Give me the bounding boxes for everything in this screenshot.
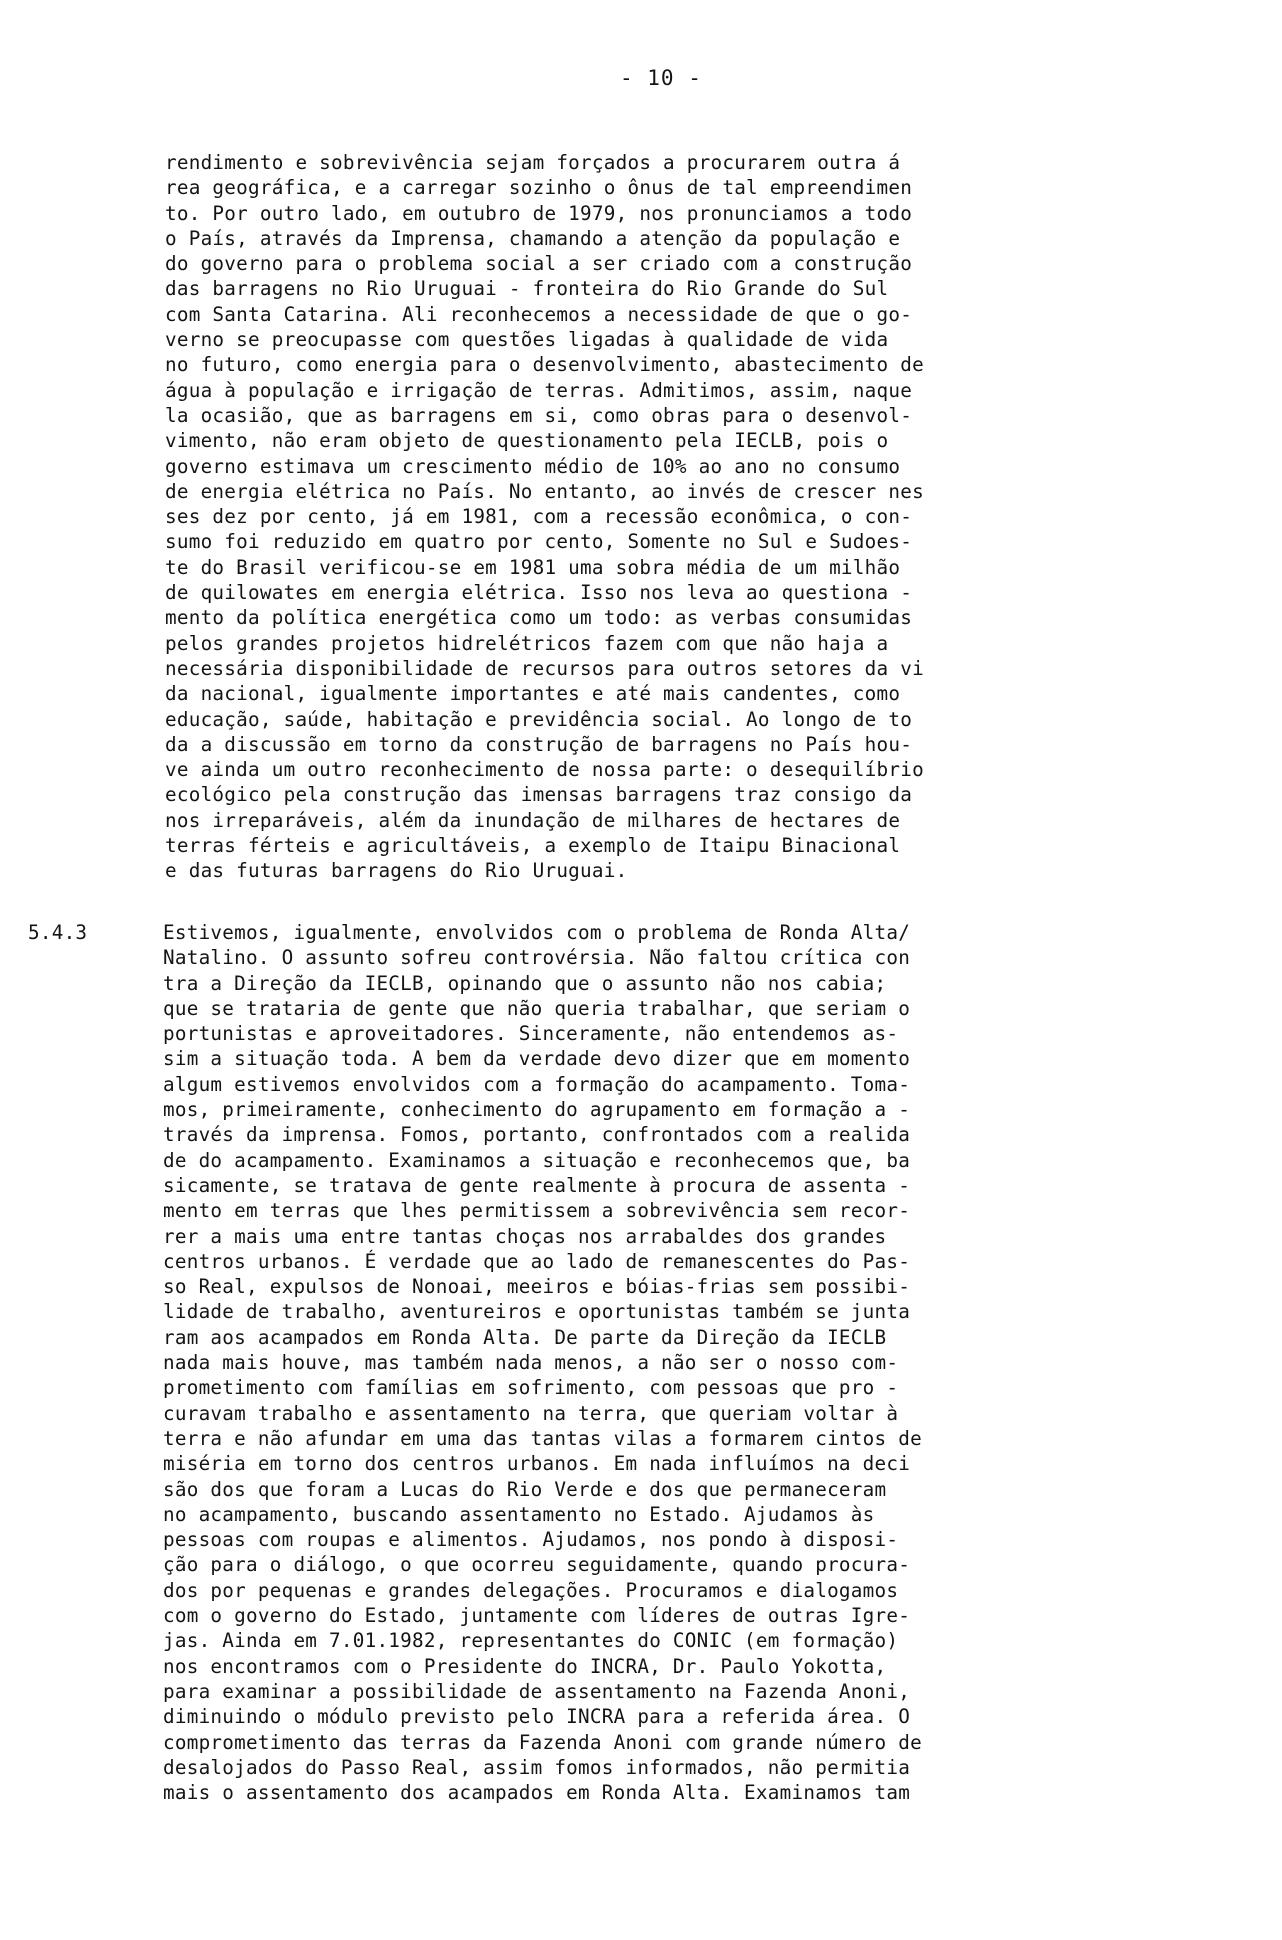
text-line: centros urbanos. É verdade que ao lado de remanescentes do Pas-	[163, 1249, 911, 1273]
text-line: de energia elétrica no País. No entanto, ao invés de crescer nes	[165, 479, 924, 503]
text-line: água à população e irrigação de terras. Admitimos, assim, naque	[165, 378, 913, 402]
text-line: de quilowates em energia elétrica. Isso nos leva ao questiona -	[165, 581, 913, 605]
text-line: jas. Ainda em 7.01.1982, representantes do CONIC (em formação)	[163, 1629, 899, 1653]
text-line: com Santa Catarina. Ali reconhecemos a necessidade de que o go-	[165, 302, 913, 326]
text-line: pelos grandes projetos hidrelétricos fazem com que não haja a	[165, 631, 889, 655]
text-line: vimento, não eram objeto de questionamento pela IECLB, pois o	[165, 429, 889, 453]
section-number: 5.4.3	[28, 921, 88, 944]
page-number: - 10 -	[620, 66, 702, 90]
text-line: ção para o diálogo, o que ocorreu seguidamente, quando procura-	[163, 1553, 911, 1577]
text-line: ses dez por cento, já em 1981, com a recessão econômica, o con-	[165, 505, 913, 529]
text-line: lidade de trabalho, aventureiros e oportunistas também se junta	[163, 1300, 911, 1324]
text-line: necessária disponibilidade de recursos para outros setores da vi	[165, 656, 924, 680]
text-line: nos encontramos com o Presidente do INCRA, Dr. Paulo Yokotta,	[163, 1654, 887, 1678]
text-line: terra e não afundar em uma das tantas vilas a formarem cintos de	[163, 1426, 922, 1450]
text-line: rendimento e sobrevivência sejam forçados a procurarem outra á	[165, 151, 901, 174]
text-line: educação, saúde, habitação e previdência social. Ao longo de to	[165, 707, 913, 731]
text-line: comprometimento das terras da Fazenda Anoni com grande número de	[163, 1730, 922, 1754]
paragraph-ronda-alta	[163, 920, 922, 1805]
text-line: Natalino. O assunto sofreu controvérsia. Não faltou crítica con	[163, 946, 911, 970]
text-line: mos, primeiramente, conhecimento do agrupamento em formação a -	[163, 1098, 911, 1122]
text-line: verno se preocupasse com questões ligadas à qualidade de vida	[165, 328, 889, 352]
text-line: nada mais houve, mas também nada menos, a não ser o nosso com-	[163, 1351, 899, 1375]
text-line: diminuindo o módulo previsto pelo INCRA para a referida área. O	[163, 1705, 911, 1729]
text-line: prometimento com famílias em sofrimento, com pessoas que pro -	[163, 1376, 899, 1400]
text-line: algum estivemos envolvidos com a formação do acampamento. Toma-	[163, 1072, 911, 1096]
text-line: para examinar a possibilidade de assentamento na Fazenda Anoni,	[163, 1679, 911, 1703]
paragraph-barragens	[165, 150, 924, 884]
text-line: que se trataria de gente que não queria trabalhar, que seriam o	[163, 996, 911, 1020]
text-line: desalojados do Passo Real, assim fomos informados, não permitia	[163, 1755, 911, 1779]
text-line: portunistas e aproveitadores. Sinceramente, não entendemos as-	[163, 1022, 899, 1046]
text-line: mais o assentamento dos acampados em Ronda Alta. Examinamos tam	[163, 1781, 911, 1805]
text-line: miséria em torno dos centros urbanos. Em nada influímos na deci	[163, 1452, 911, 1476]
text-line: no acampamento, buscando assentamento no Estado. Ajudamos às	[163, 1502, 875, 1526]
text-line: sicamente, se tratava de gente realmente à procura de assenta -	[163, 1173, 911, 1197]
text-line: sumo foi reduzido em quatro por cento, Somente no Sul e Sudoes-	[165, 530, 913, 554]
text-line: rea geográfica, e a carregar sozinho o ônus de tal empreendimen	[165, 176, 913, 200]
text-line: tra a Direção da IECLB, opinando que o assunto não nos cabia;	[163, 971, 887, 995]
text-line: so Real, expulsos de Nonoai, meeiros e bóias-frias sem possibi-	[163, 1275, 911, 1299]
text-line: mento em terras que lhes permitissem a sobrevivência sem recor-	[163, 1199, 911, 1223]
text-line: da nacional, igualmente importantes e até mais candentes, como	[165, 682, 901, 706]
text-line: são dos que foram a Lucas do Rio Verde e dos que permaneceram	[163, 1477, 887, 1501]
text-line: de do acampamento. Examinamos a situação e reconhecemos que, ba	[163, 1148, 911, 1172]
text-line: e das futuras barragens do Rio Uruguai.	[165, 859, 628, 883]
text-line: to. Por outro lado, em outubro de 1979, nos pronunciamos a todo	[165, 201, 913, 225]
text-line: te do Brasil verificou-se em 1981 uma sobra média de um milhão	[165, 555, 901, 579]
text-line: sim a situação toda. A bem da verdade devo dizer que em momento	[163, 1047, 911, 1071]
text-line: mento da política energética como um todo: as verbas consumidas	[165, 606, 913, 630]
text-line: o País, através da Imprensa, chamando a atenção da população e	[165, 226, 901, 250]
text-line: pessoas com roupas e alimentos. Ajudamos, nos pondo à disposi-	[163, 1528, 899, 1552]
text-line: través da imprensa. Fomos, portanto, confrontados com a realida	[163, 1123, 911, 1147]
text-line: ram aos acampados em Ronda Alta. De parte da Direção da IECLB	[163, 1325, 887, 1349]
text-line: nos irreparáveis, além da inundação de milhares de hectares de	[165, 808, 901, 832]
text-line: dos por pequenas e grandes delegações. Procuramos e dialogamos	[163, 1578, 899, 1602]
text-line: Estivemos, igualmente, envolvidos com o problema de Ronda Alta/	[163, 921, 911, 944]
text-line: das barragens no Rio Uruguai - fronteira do Rio Grande do Sul	[165, 277, 889, 301]
text-line: la ocasião, que as barragens em si, como obras para o desenvol-	[165, 403, 913, 427]
text-line: no futuro, como energia para o desenvolvimento, abastecimento de	[165, 353, 924, 377]
text-line: terras férteis e agricultáveis, a exemplo de Itaipu Binacional	[165, 834, 901, 858]
text-line: ecológico pela construção das imensas barragens traz consigo da	[165, 783, 913, 807]
text-line: ve ainda um outro reconhecimento de nossa parte: o desequilíbrio	[165, 758, 924, 782]
text-line: curavam trabalho e assentamento na terra, que queriam voltar à	[163, 1401, 899, 1425]
text-line: da a discussão em torno da construção de barragens no País hou-	[165, 732, 913, 756]
text-line: do governo para o problema social a ser criado com a construção	[165, 252, 913, 276]
text-line: governo estimava um crescimento médio de 10% ao ano no consumo	[165, 454, 901, 478]
text-line: rer a mais uma entre tantas choças nos arrabaldes dos grandes	[163, 1224, 887, 1248]
text-line: com o governo do Estado, juntamente com líderes de outras Igre-	[163, 1604, 911, 1628]
